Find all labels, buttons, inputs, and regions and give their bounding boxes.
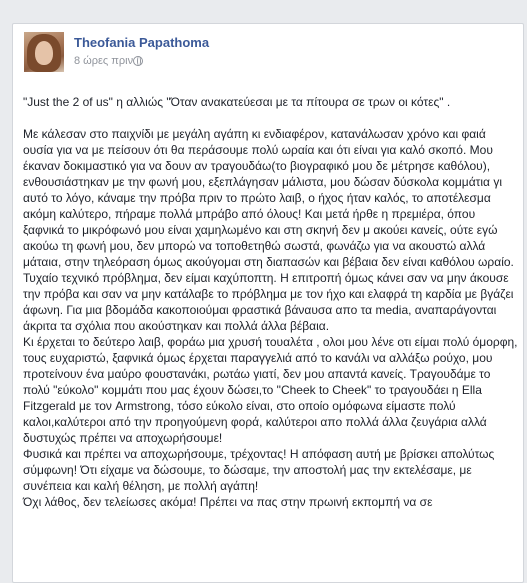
post-headline: "Just the 2 of us" η αλλιώς "Όταν ανακατεύεσαι με τα πίτουρα σε τρων οι κότες" . [23, 95, 451, 109]
post-paragraph: Όχι λάθος, δεν τελείωσες ακόμα! Πρέπει να πας στην πρωινή εκπομπή να σε [23, 495, 433, 509]
post-body [23, 94, 519, 510]
globe-icon [133, 56, 143, 66]
post-timestamp-link[interactable]: 8 ώρες πριν [74, 55, 134, 67]
post-card [12, 23, 524, 583]
author-name-link[interactable]: Theofania Papathoma [74, 35, 210, 50]
avatar-face [35, 41, 53, 65]
post-paragraph: Φυσικά και πρέπει να αποχωρήσουμε, τρέχοντας! Η απόφαση αυτή με βρίσκει απολύτως σύμφωνη! Ότι είχαμε να δώσουμε, το δώσαμε, την αποστολή μας την εκτελέσαμε, με συνέπεια και καλή θέληση, με πολλή αγάπη! [23, 447, 495, 493]
avatar[interactable] [24, 32, 64, 72]
post-paragraph: Κι έρχεται το δεύτερο λαιβ, φοράω μια χρυσή τουαλέτα , ολοι μου λένε οτι είμαι πολύ όμορφη, τους ευχαριστώ, ξαφνικά όμως έρχεται παραγγελιά από το κανάλι να αλλάξω ρούχο, μου προτείνουν ένα μαύρο φουστανάκι, ρωτάω γιατί, δεν μου απαντά κανείς. Τραγουδάμε το πολύ "εύκολο" κομμάτι που μας έχουν δώσει,το "Cheek to Cheek" το τραγουδάει η Ella Fitzgerald με τον Armstrong, τόσο εύκολο είναι, στο οποίο ομόφωνα είμαστε πολύ καλοι,καλύτεροι από την προηγούμενη φορά, καλύτεροι απο πολλά άλλα ζευγάρια αλλά δυστυχώς πρέπει να αποχωρήσουμε! [23, 335, 518, 445]
post-paragraph: Με κάλεσαν στο παιχνίδι με μεγάλη αγάπη κι ενδιαφέρον, κατανάλωσαν χρόνο και φαιά ουσία για να με πείσουν ότι θα περάσουμε πολύ ωραία και ότι είναι για καλό σκοπό. Μου έκαναν δοκιμαστικό για να δουν αν τραγουδάω(το βιογραφικό μου δε μέτρησε καθόλου), ενθουσιάστηκαν με την φωνή μου, εξεπλάγησαν μάλιστα, μου δώσαν δύσκολα κομμάτια γι αυτό το λόγο, κάναμε την πρόβα πριν το πρώτο λαιβ, ο ήχος ήταν καλός, το αποτέλεσμα ακόμη καλύτερο, πήραμε πολλά μπράβο από όλους! Και μετά ήρθε η πρεμιέρα, όπου ξαφνικά το μικρόφωνό μου είναι χαμηλωμένο και στη σκηνή δεν μ ακούει κανείς, ούτε εγώ ακούω τη φωνή μου, δεν μπορώ να τοποθετηθώ σωστά, φωνάζω για να ακουστώ αλλά μάταια, στην τηλεόραση όμως ακούγομαι στη διαπασών και βέβαια δεν είναι καθόλου ωραίο. Τυχαίο τεχνικό πρόβλημα, δεν είμαι καχύποπτη. Η επιτροπή όμως κάνει σαν να μην άκουσε την πρόβα και σαν να μην κατάλαβε το πρόβλημα με τον ήχο και ελαφρά τη καρδία με βγάζει άφωνη. Για μια βδομάδα κακοποιούμαι φραστικά βάναυσα απο τα media, αναπαράγονται άκριτα τα σχόλια που ακούστηκαν και πολλά άλλα βέβαια. [23, 127, 514, 333]
